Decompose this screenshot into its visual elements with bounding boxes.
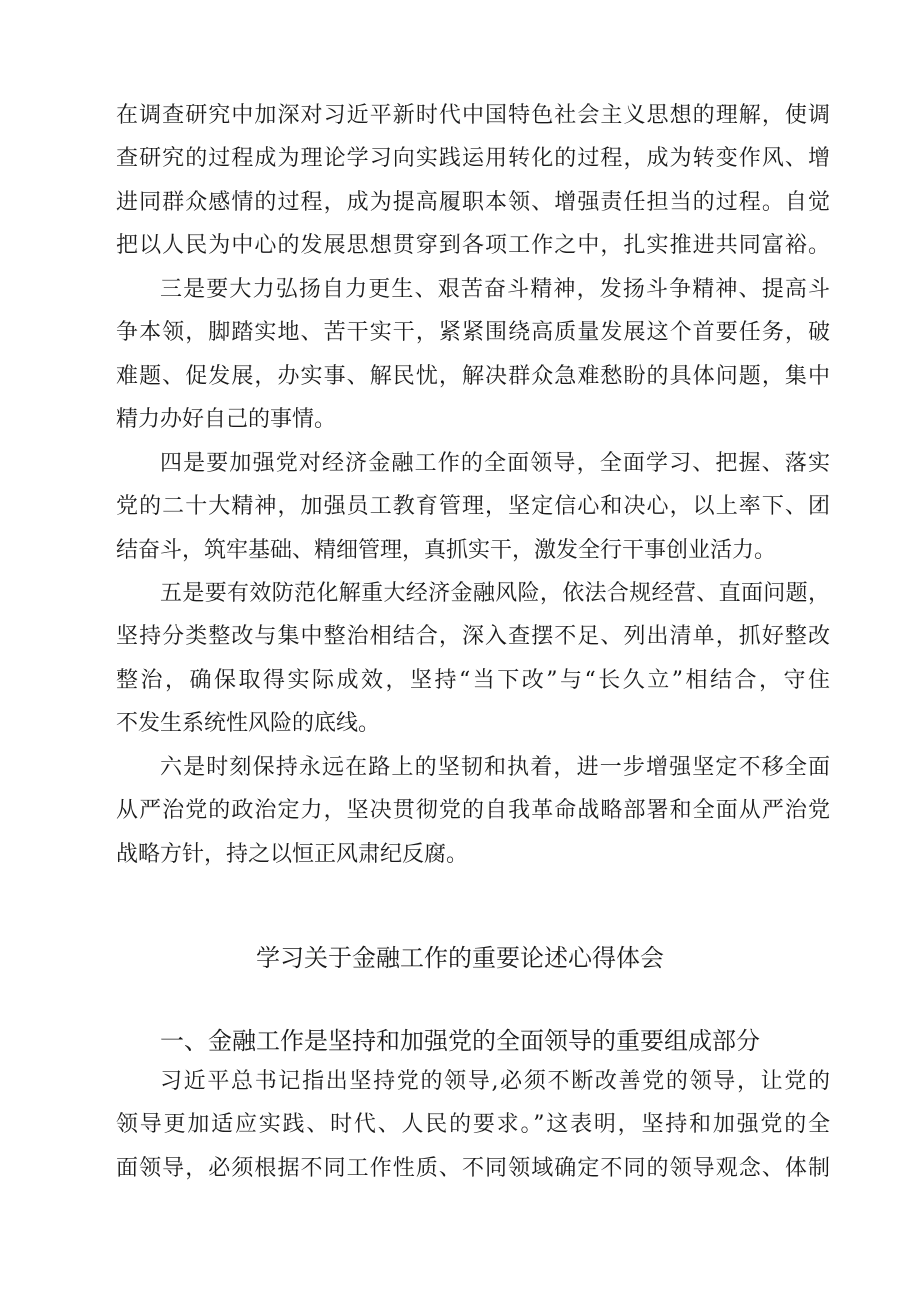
paragraph-last-line: 结奋斗，筑牢基础、精细管理，真抓实干，激发全行干事创业活力。 <box>116 538 777 563</box>
paragraph-line: 党的二十大精神，加强员工教育管理，坚定信心和决心，以上率下、团 <box>116 494 830 519</box>
paragraph-last-line: 不发生系统性风险的底线。 <box>116 711 381 736</box>
paragraph-line: 领导更加适应实践、时代、人民的要求。”这表明，坚持和加强党的全 <box>116 1112 830 1137</box>
paragraph-last-line: 精力办好自己的事情。 <box>116 407 337 432</box>
paragraph-first-line: 四是要加强党对经济金融工作的全面领导，全面学习、把握、落实 <box>160 451 830 476</box>
section-heading: 一、金融工作是坚持和加强党的全面领导的重要组成部分 <box>160 1027 760 1055</box>
paragraph-line: 把以人民为中心的发展思想贯穿到各项工作之中，扎实推进共同富裕。 <box>116 233 830 258</box>
paragraph-line: 查研究的过程成为理论学习向实践运用转化的过程，成为转变作风、增 <box>116 146 830 171</box>
paragraph-line: 面领导，必须根据不同工作性质、不同领域确定不同的领导观念、体制 <box>116 1156 830 1181</box>
paragraph-line: 难题、促发展，办实事、解民忧，解决群众急难愁盼的具体问题，集中 <box>116 364 830 389</box>
paragraph-line: 争本领，脚踏实地、苦干实干，紧紧围绕高质量发展这个首要任务，破 <box>116 320 830 345</box>
paragraph-line: 进同群众感情的过程，成为提高履职本领、增强责任担当的过程。自觉 <box>116 190 830 215</box>
paragraph-line: 整治，确保取得实际成效，坚持“当下改”与“长久立”相结合，守住 <box>116 668 830 693</box>
paragraph-first-line: 六是时刻保持永远在路上的坚韧和执着，进一步增强坚定不移全面 <box>160 755 830 780</box>
paragraph-first-line: 五是要有效防范化解重大经济金融风险，依法合规经营、直面问题， <box>160 581 830 606</box>
article-title: 学习关于金融工作的重要论述心得体会 <box>256 944 664 972</box>
paragraph-line: 坚持分类整改与集中整治相结合，深入查摆不足、列出清单，抓好整改 <box>116 624 830 649</box>
paragraph-line: 在调查研究中加深对习近平新时代中国特色社会主义思想的理解，使调 <box>116 103 830 128</box>
paragraph-first-line: 三是要大力弘扬自力更生、艰苦奋斗精神，发扬斗争精神、提高斗 <box>160 277 830 302</box>
paragraph-line: 从严治党的政治定力，坚决贯彻党的自我革命战略部署和全面从严治党 <box>116 798 830 823</box>
paragraph-first-line: 习近平总书记指出坚持党的领导,必须不断改善党的领导，让党的 <box>160 1069 830 1094</box>
paragraph-last-line: 战略方针，持之以恒正风肃纪反腐。 <box>116 842 469 867</box>
